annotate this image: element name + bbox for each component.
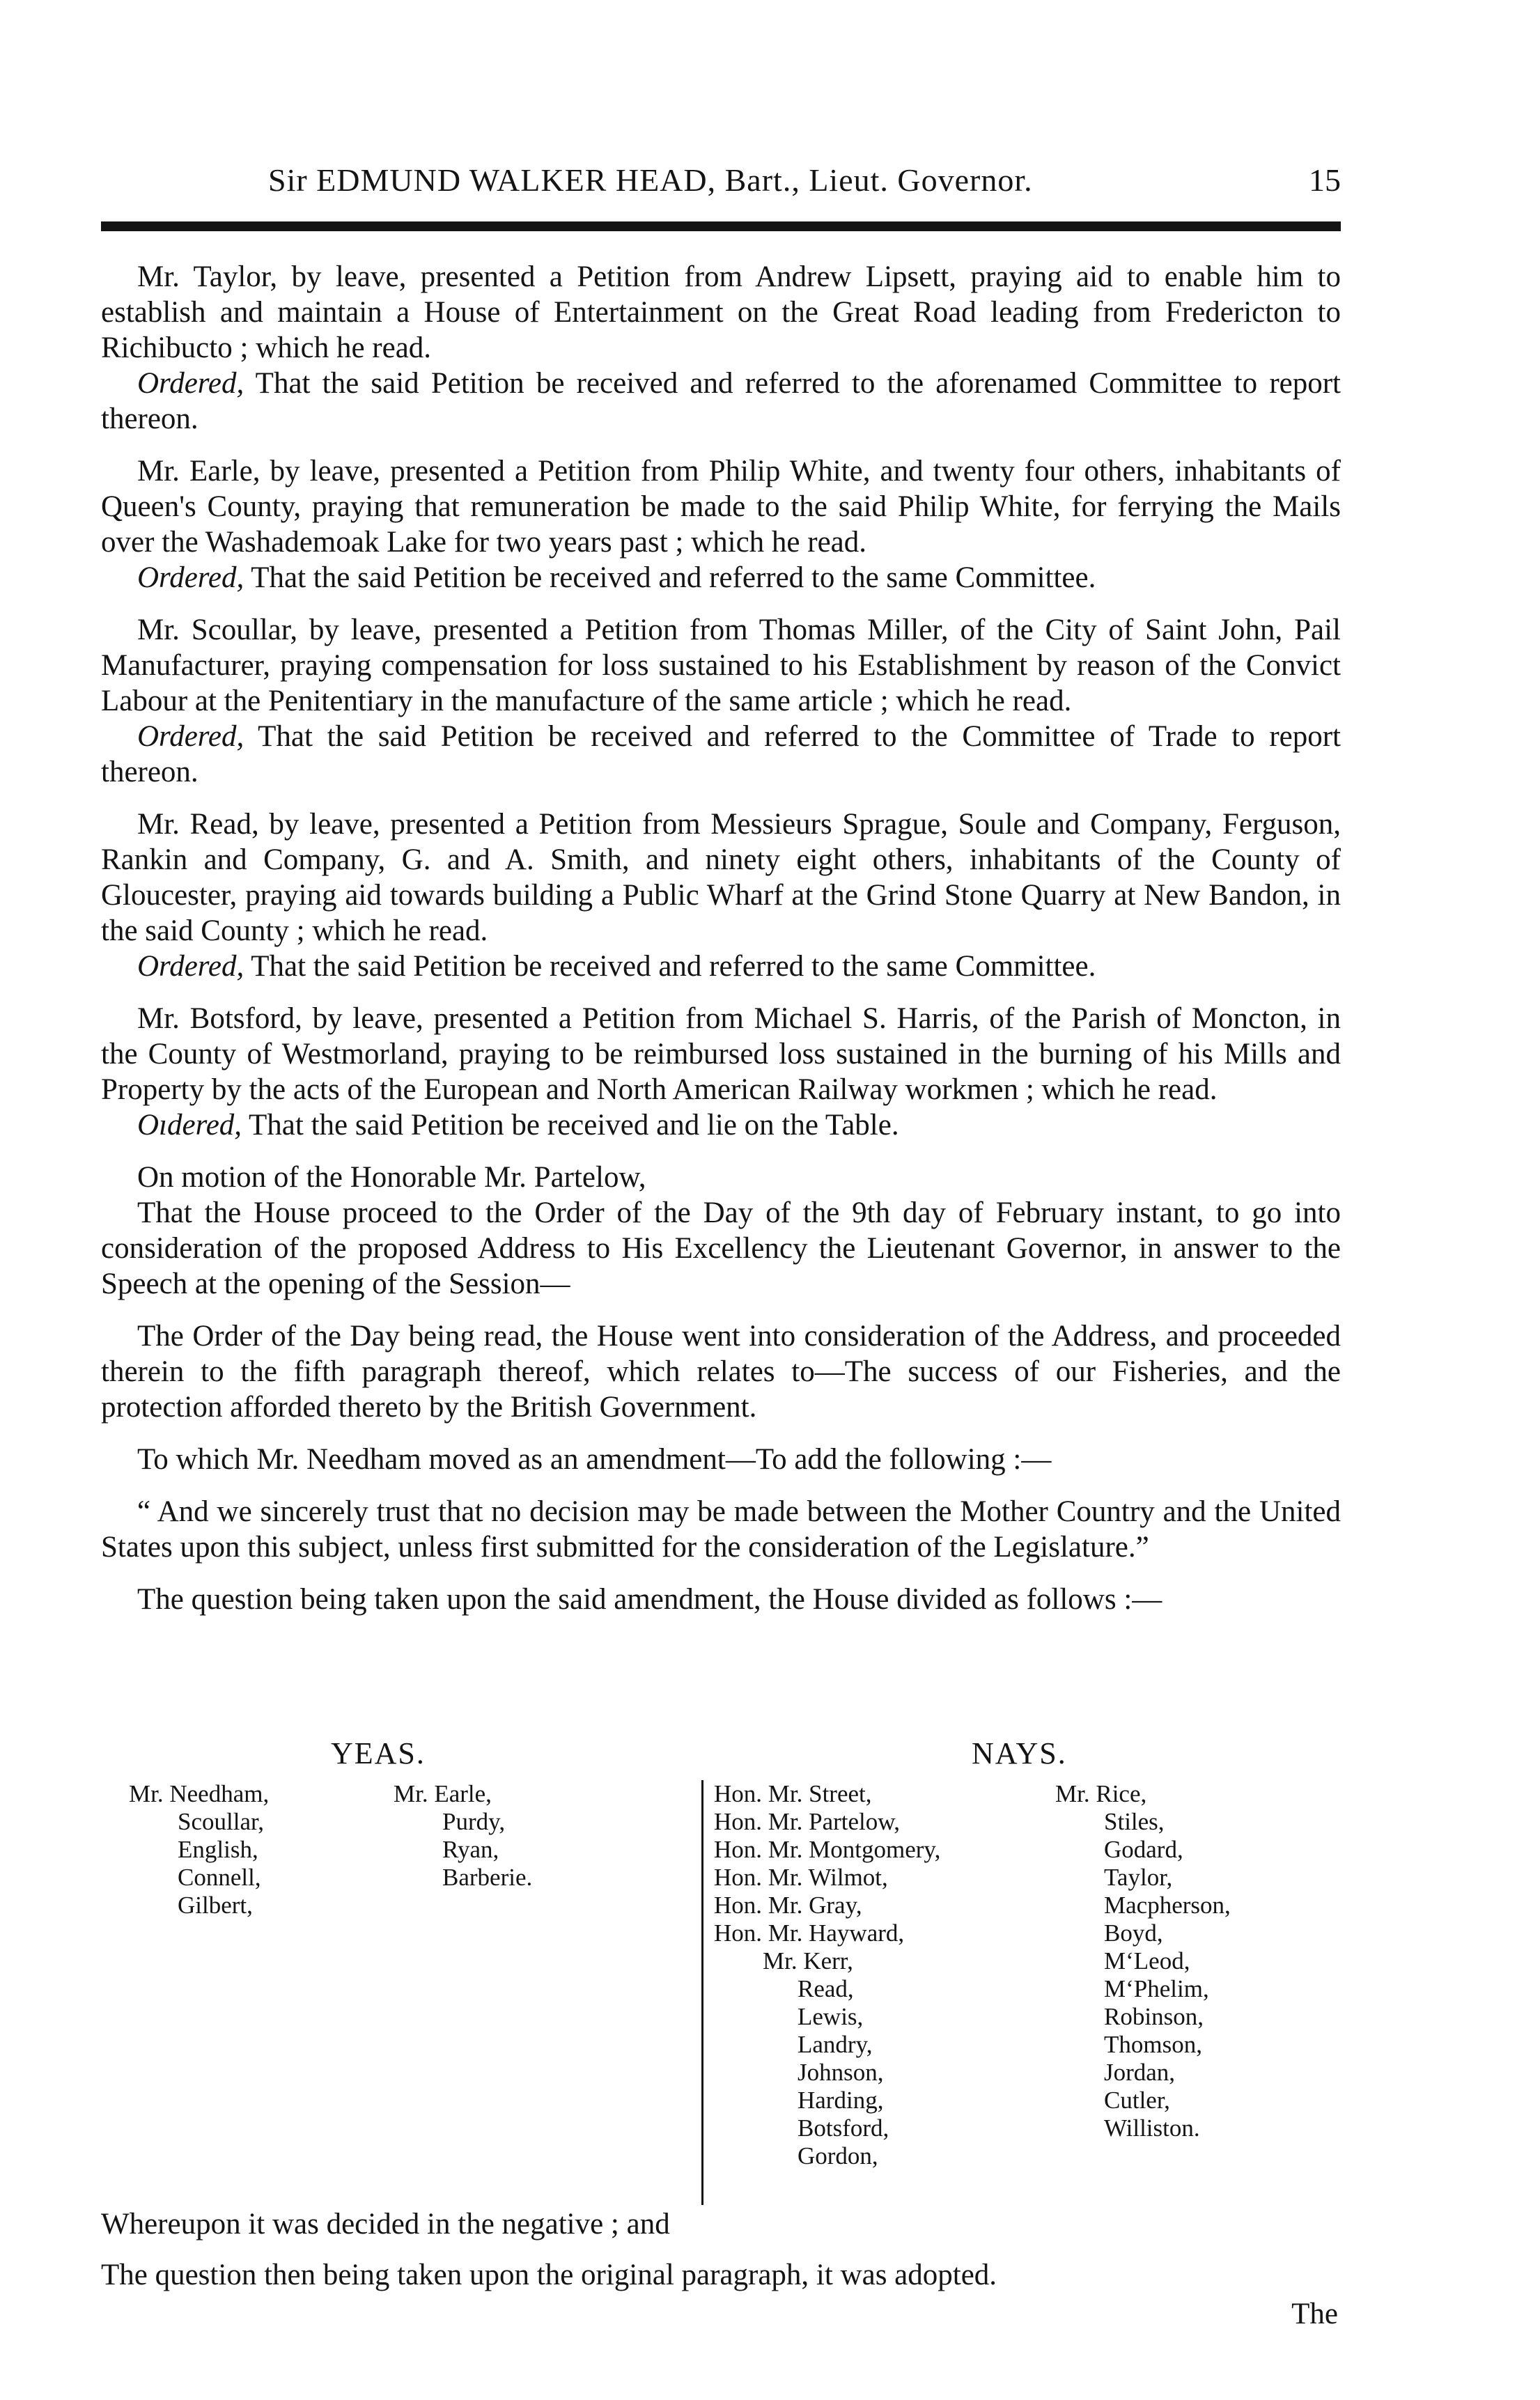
member-name: Taylor, — [1104, 1864, 1173, 1891]
member-name: Godard, — [1104, 1836, 1183, 1863]
member-name: Hon. Mr. Hayward, — [714, 1919, 905, 1947]
member-name: Purdy, — [442, 1808, 506, 1835]
member-name: Gilbert, — [178, 1892, 253, 1919]
result-line: Whereupon it was decided in the negative ; and — [101, 2208, 670, 2241]
running-header — [101, 162, 1341, 203]
member-name: M‘Leod, — [1104, 1947, 1190, 1974]
member-name: Ryan, — [442, 1836, 499, 1863]
member-name: Mr. Needham, — [129, 1780, 270, 1807]
adoption-line: The question then being taken upon the original paragraph, it was adopted. — [101, 2259, 997, 2291]
ordered-label: Oıdered, — [137, 1109, 242, 1141]
member-name: English, — [178, 1836, 258, 1863]
member-name: Thomson, — [1104, 2031, 1202, 2058]
member-name: Johnson, — [798, 2059, 884, 2086]
yeas-column-1 — [129, 1780, 269, 1919]
proceedings-paragraph: The Order of the Day being read, the House went into consideration of the Address, and proceeded therein to the fifth paragraph thereof, which relates to—The success of our Fisheries, and the protection afforded thereto by the British Government. — [101, 1320, 1341, 1424]
petition-paragraph: Mr. Read, by leave, presented a Petition from Messieurs Sprague, Soule and Company, Ferguson, Rankin and Company, G. and A. Smith, and ninety eight others, inhabitants of the County of Gloucester, praying aid towards building a Public Wharf at the Grind Stone Quarry at New Bandon, in the said County ; which he read. — [101, 808, 1341, 947]
ordered-paragraph: Ordered, That the said Petition be received and referred to the aforenamed Committee to report thereon. — [101, 367, 1341, 435]
yeas-heading: YEAS. — [331, 1736, 426, 1770]
header-title: Sir EDMUND WALKER HEAD, Bart., Lieut. Governor. — [268, 162, 1033, 198]
petition-paragraph: Mr. Taylor, by leave, presented a Petition from Andrew Lipsett, praying aid to enable him to establish and maintain a House of Entertainment on the Great Road leading from Fredericton to Richibucto ; which he read. — [101, 260, 1341, 364]
member-name: Robinson, — [1104, 2003, 1204, 2030]
member-name: Scoullar, — [178, 1808, 264, 1835]
ordered-paragraph: Ordered, That the said Petition be received and referred to the Committee of Trade to report thereon. — [101, 720, 1341, 788]
division-list — [101, 1736, 1341, 2199]
catchword: The — [1291, 2298, 1338, 2330]
member-name: Williston. — [1104, 2114, 1200, 2142]
member-name: Hon. Mr. Partelow, — [714, 1808, 901, 1835]
amendment-paragraph: To which Mr. Needham moved as an amendment—To add the following :— — [137, 1443, 1052, 1476]
nays-divider-line — [701, 1780, 703, 2205]
member-name: Hon. Mr. Gray, — [714, 1892, 862, 1919]
member-name: Mr. Kerr, — [763, 1947, 853, 1974]
header-rule — [101, 221, 1341, 231]
nays-column-1 — [714, 1780, 940, 2170]
member-name: Hon. Mr. Wilmot, — [714, 1864, 888, 1891]
member-name: Mr. Rice, — [1055, 1780, 1147, 1807]
member-name: Mr. Earle, — [394, 1780, 492, 1807]
nays-column-2 — [1055, 1780, 1231, 2142]
member-name: Harding, — [798, 2087, 884, 2114]
ordered-label: Ordered, — [137, 561, 244, 594]
member-name: Macpherson, — [1104, 1892, 1231, 1919]
motion-paragraph: On motion of the Honorable Mr. Partelow, — [137, 1161, 646, 1194]
ordered-paragraph: Ordered, That the said Petition be received and referred to the same Committee. — [137, 950, 1096, 983]
member-name: Boyd, — [1104, 1919, 1163, 1947]
ordered-paragraph: Ordered, That the said Petition be received and referred to the same Committee. — [137, 561, 1096, 594]
petition-paragraph: Mr. Scoullar, by leave, presented a Petition from Thomas Miller, of the City of Saint John, Pail Manufacturer, praying compensation for loss sustained to his Establishment by reason of the Convict Labour at the Penitentiary in the manufacture of the same article ; which he read. — [101, 614, 1341, 717]
member-name: Botsford, — [798, 2114, 889, 2142]
page-number: 15 — [1309, 162, 1341, 198]
ordered-label: Ordered, — [137, 367, 244, 400]
member-name: Cutler, — [1104, 2087, 1170, 2114]
ordered-label: Ordered, — [137, 720, 244, 753]
member-name: M‘Phelim, — [1104, 1975, 1209, 2002]
member-name: Landry, — [798, 2031, 873, 2058]
amendment-quote: “ And we sincerely trust that no decision may be made between the Mother Country and the United States upon this subject, unless first submitted for the consideration of the Legislature.” — [101, 1495, 1341, 1564]
member-name: Read, — [798, 1975, 854, 2002]
ordered-paragraph: Oıdered, That the said Petition be received and lie on the Table. — [137, 1109, 899, 1141]
member-name: Gordon, — [798, 2142, 878, 2169]
member-name: Jordan, — [1104, 2059, 1176, 2086]
member-name: Lewis, — [798, 2003, 864, 2030]
member-name: Barberie. — [442, 1864, 533, 1891]
nays-heading: NAYS. — [972, 1736, 1067, 1770]
journal-body — [101, 259, 1341, 1634]
petition-paragraph: Mr. Botsford, by leave, presented a Petition from Michael S. Harris, of the Parish of Moncton, in the County of Westmorland, praying to be reimbursed loss sustained in the burning of his Mills and Property by the acts of the European and North American Railway workmen ; which he read. — [101, 1002, 1341, 1106]
division-paragraph: The question being taken upon the said amendment, the House divided as follows :— — [137, 1583, 1162, 1616]
yeas-column-2 — [394, 1780, 532, 1892]
closing-text — [101, 2206, 1341, 2308]
member-name: Hon. Mr. Street, — [714, 1780, 872, 1807]
petition-paragraph: Mr. Earle, by leave, presented a Petition from Philip White, and twenty four others, inhabitants of Queen's County, praying that remuneration be made to the said Philip White, for ferrying the Mails over the Washademoak Lake for two years past ; which he read. — [101, 455, 1341, 559]
member-name: Connell, — [178, 1864, 261, 1891]
ordered-label: Ordered, — [137, 950, 244, 983]
member-name: Stiles, — [1104, 1808, 1165, 1835]
member-name: Hon. Mr. Montgomery, — [714, 1836, 941, 1863]
motion-paragraph: That the House proceed to the Order of the Day of the 9th day of February instant, to go into consideration of the proposed Address to His Excellency the Lieutenant Governor, in answer to the Speech at the opening of the Session— — [101, 1197, 1341, 1300]
